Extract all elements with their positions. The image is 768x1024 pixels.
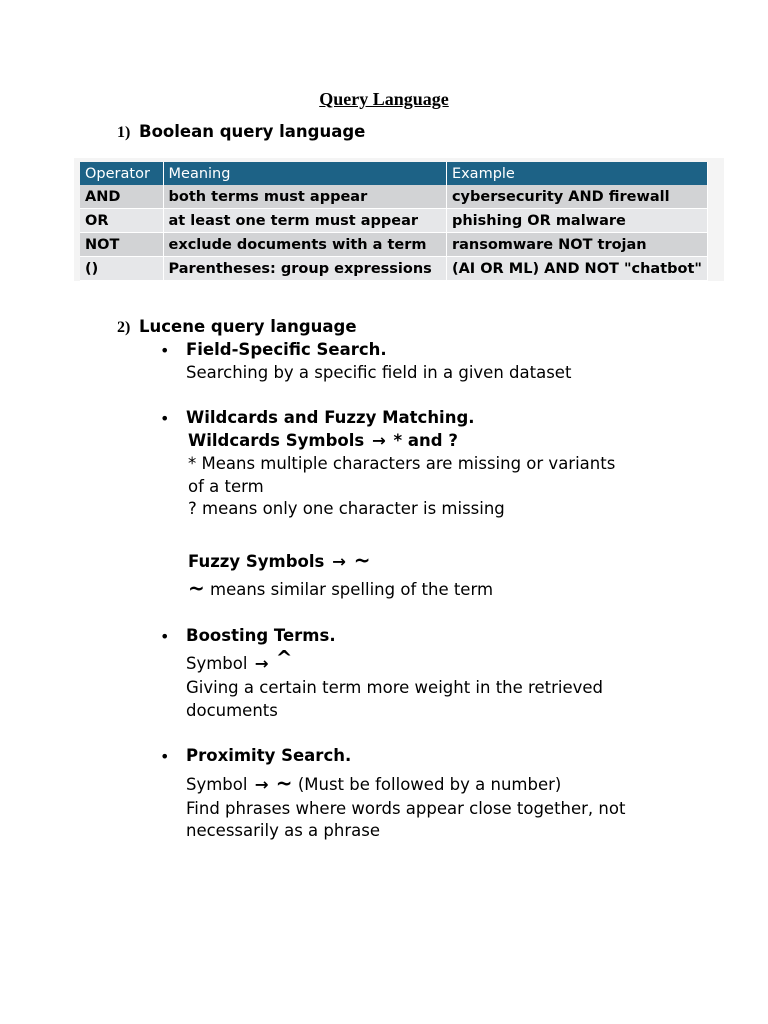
proximity-symbol: ~ bbox=[275, 771, 293, 795]
boolean-operators-table bbox=[74, 158, 724, 281]
proximity-symbol-label: Symbol bbox=[186, 775, 248, 794]
fuzzy-symbol-inline: ~ bbox=[188, 576, 205, 600]
boosting-symbol-line bbox=[186, 646, 293, 674]
section1-title: Boolean query language bbox=[139, 122, 366, 141]
bullet-icon: • bbox=[160, 747, 170, 766]
wildcards-symbols-line bbox=[188, 431, 458, 450]
proximity-symbol-note: (Must be followed by a number) bbox=[297, 775, 562, 794]
table-cell-example: phishing OR malware bbox=[446, 209, 707, 233]
proximity-symbol-line bbox=[186, 771, 561, 795]
boosting-desc-line1: Giving a certain term more weight in the retrieved bbox=[186, 678, 603, 697]
fuzzy-symbol: ~ bbox=[353, 548, 371, 572]
wildcards-question-line: ? means only one character is missing bbox=[188, 499, 505, 518]
table-cell-meaning: both terms must appear bbox=[163, 185, 446, 209]
proximity-title: Proximity Search. bbox=[186, 746, 352, 765]
table-row bbox=[80, 185, 708, 209]
section1-number: 1) bbox=[117, 124, 131, 141]
table-cell-meaning: Parentheses: group expressions bbox=[163, 257, 446, 281]
table-cell-meaning: exclude documents with a term bbox=[163, 233, 446, 257]
arrow-right-icon: → bbox=[371, 431, 386, 450]
section2-heading bbox=[117, 317, 357, 337]
fuzzy-symbols-line bbox=[188, 548, 370, 572]
table-header-example: Example bbox=[446, 162, 707, 185]
wildcards-title: Wildcards and Fuzzy Matching. bbox=[186, 408, 475, 427]
proximity-desc-line2: necessarily as a phrase bbox=[186, 821, 380, 840]
bullet-icon: • bbox=[160, 341, 170, 360]
bullet-icon: • bbox=[160, 409, 170, 428]
proximity-desc-line1: Find phrases where words appear close together, not bbox=[186, 799, 626, 818]
wildcards-star-line2: of a term bbox=[188, 477, 264, 496]
table-cell-operator: OR bbox=[80, 209, 163, 233]
table-row bbox=[80, 209, 708, 233]
arrow-right-icon: → bbox=[254, 775, 269, 794]
document-title: Query Language bbox=[319, 89, 449, 109]
table-cell-operator: NOT bbox=[80, 233, 163, 257]
table-cell-example: ransomware NOT trojan bbox=[446, 233, 707, 257]
table-row bbox=[80, 257, 708, 281]
table-header-row bbox=[80, 162, 708, 185]
arrow-right-icon: → bbox=[254, 654, 269, 673]
table-cell-meaning: at least one term must appear bbox=[163, 209, 446, 233]
table-cell-operator: AND bbox=[80, 185, 163, 209]
table-row bbox=[80, 233, 708, 257]
boosting-symbol-label: Symbol bbox=[186, 654, 248, 673]
wildcards-symbols-value: * and ? bbox=[393, 431, 458, 450]
wildcards-symbols-label: Wildcards Symbols bbox=[188, 431, 365, 450]
boosting-symbol: ^ bbox=[275, 646, 293, 670]
table-header-operator: Operator bbox=[80, 162, 163, 185]
fuzzy-symbols-label: Fuzzy Symbols bbox=[188, 552, 325, 571]
table-cell-example: cybersecurity AND firewall bbox=[446, 185, 707, 209]
table-header-meaning: Meaning bbox=[163, 162, 446, 185]
wildcards-star-line1: * Means multiple characters are missing or variants bbox=[188, 454, 616, 473]
section1-heading bbox=[117, 122, 365, 142]
section2-number: 2) bbox=[117, 319, 131, 336]
fuzzy-desc-line bbox=[188, 576, 493, 600]
bullet-icon: • bbox=[160, 627, 170, 646]
boosting-title: Boosting Terms. bbox=[186, 626, 336, 645]
field-specific-title: Field-Specific Search. bbox=[186, 340, 387, 359]
fuzzy-desc: means similar spelling of the term bbox=[210, 580, 494, 599]
section2-title: Lucene query language bbox=[139, 317, 357, 336]
table-cell-operator: () bbox=[80, 257, 163, 281]
table-cell-example: (AI OR ML) AND NOT "chatbot" bbox=[446, 257, 707, 281]
arrow-right-icon: → bbox=[332, 552, 346, 571]
field-specific-desc: Searching by a specific field in a given dataset bbox=[186, 363, 572, 382]
boosting-desc-line2: documents bbox=[186, 701, 278, 720]
